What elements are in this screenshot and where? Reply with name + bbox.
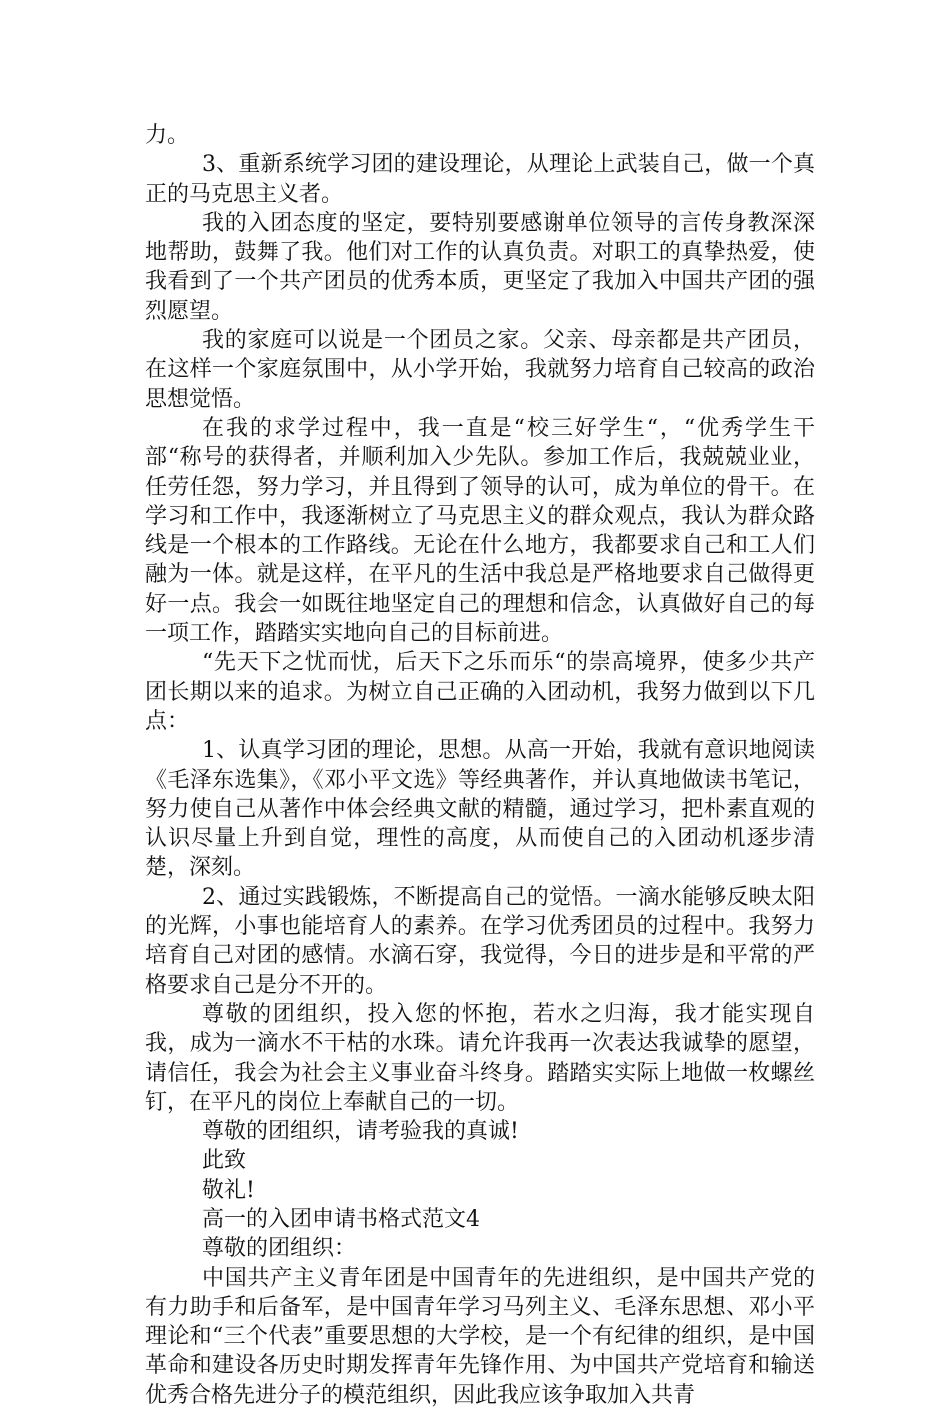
letter-greeting: 尊敬的团组织：	[202, 1236, 357, 1262]
document-page	[145, 121, 815, 1410]
paragraph-2: 3、重新系统学习团的建设理论，从理论上武装自己，做一个真正的马克思主义者。	[145, 152, 815, 207]
paragraph-4: 我的家庭可以说是一个团员之家。父亲、母亲都是共产团员，在这样一个家庭氛围中，从小学开始，我就努力培育自己较高的政治思想觉悟。	[145, 328, 815, 412]
paragraph-1: 力。	[145, 123, 190, 148]
section-heading: 高一的入团申请书格式范文4	[202, 1206, 480, 1232]
paragraph-7: 1、认真学习团的理论，思想。从高一开始，我就有意识地阅读《毛泽东选集》，《邓小平文选》等经典著作，并认真地做读书笔记，努力使自己从著作中体会经典文献的精髓，通过学习，把朴素直观的认识尽量上升到自觉，理性的高度，从而使自己的入团动机逐步清楚，深刻。	[145, 738, 815, 881]
paragraph-8: 2、通过实践锻炼，不断提高自己的觉悟。一滴水能够反映太阳的光辉，小事也能培育人的素养。在学习优秀团员的过程中。我努力培育自己对团的感情。水滴石穿，我觉得，今日的进步是和平常的严格要求自己是分不开的。	[145, 884, 815, 998]
paragraph-3: 我的入团态度的坚定，要特别要感谢单位领导的言传身教深深地帮助，鼓舞了我。他们对工作的认真负责。对职工的真挚热爱，使我看到了一个共产团员的优秀本质，更坚定了我加入中国共产团的强烈愿望。	[145, 210, 815, 324]
paragraph-9: 尊敬的团组织，投入您的怀抱，若水之归海，我才能实现自我，成为一滴水不干枯的水珠。请允许我再一次表达我诚挚的愿望，请信任，我会为社会主义事业奋斗终身。踏踏实实际上地做一枚螺丝钉，在平凡的岗位上奉献自己的一切。	[145, 1001, 815, 1115]
paragraph-5: 在我的求学过程中，我一直是“校三好学生“，“优秀学生干部“称号的获得者，并顺利加入少先队。参加工作后，我兢兢业业，任劳任怨，努力学习，并且得到了领导的认可，成为单位的骨干。在学习和工作中，我逐渐树立了马克思主义的群众观点，我认为群众路线是一个根本的工作路线。无论在什么地方，我都要求自己和工人们融为一体。就是这样，在平凡的生活中我总是严格地要求自己做得更好一点。我会一如既往地坚定自己的理想和信念，认真做好自己的每一项工作，踏踏实实地向自己的目标前进。	[145, 415, 815, 647]
paragraph-6: “先天下之忧而忧，后天下之乐而乐“的崇高境界，使多少共产团长期以来的追求。为树立自己正确的入团动机，我努力做到以下几点：	[145, 650, 815, 734]
salutation-cizhi: 此致	[202, 1148, 247, 1174]
closing-line: 尊敬的团组织，请考验我的真诚!	[202, 1119, 519, 1145]
paragraph-15: 中国共产主义青年团是中国青年的先进组织，是中国共产党的有力助手和后备军，是中国青年学习马列主义、毛泽东思想、邓小平理论和“三个代表”重要思想的大学校，是一个有纪律的组织，是中国革命和建设各历史时期发挥青年先锋作用、为中国共产党培育和输送优秀合格先进分子的模范组织，因此我应该争取加入共青	[145, 1265, 815, 1408]
salutation-jingli: 敬礼!	[202, 1177, 255, 1203]
